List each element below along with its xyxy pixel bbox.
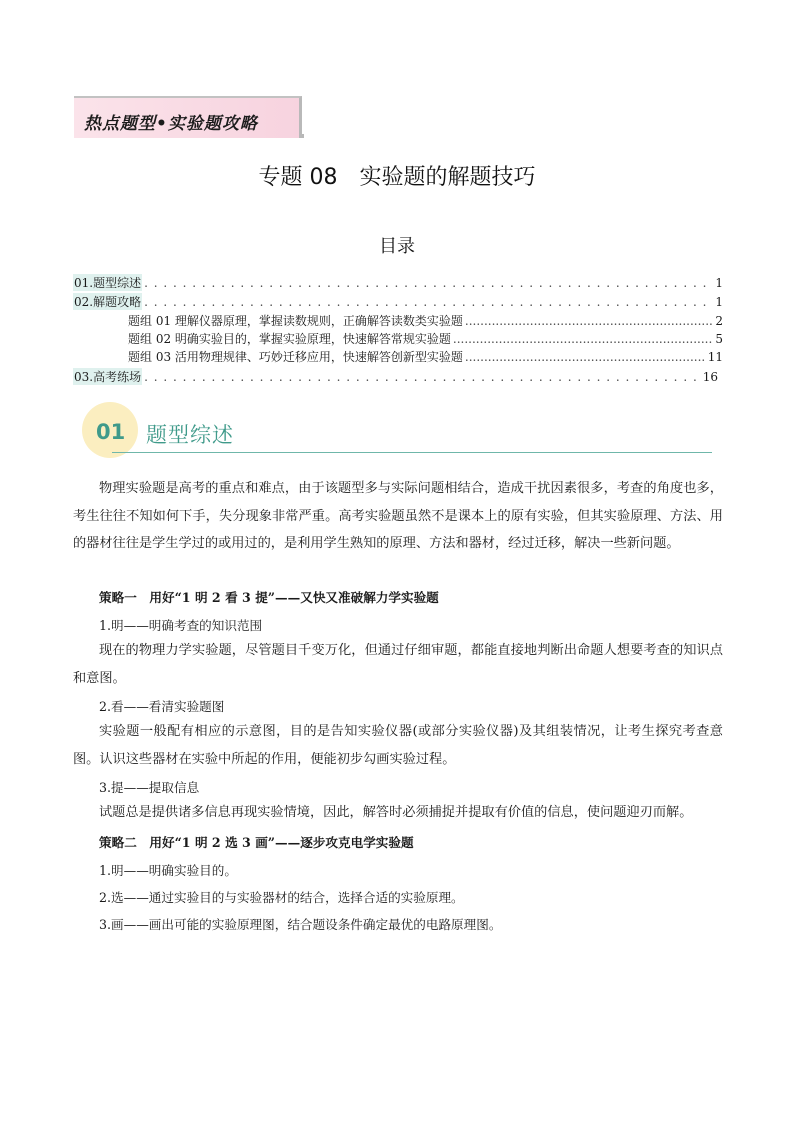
- toc-item-page: 5: [715, 332, 723, 346]
- toc-item-page: 1: [715, 295, 723, 309]
- strategy-two-item-3: 3.画——画出可能的实验原理图，结合题设条件确定最优的电路原理图。: [99, 917, 502, 932]
- toc-item[interactable]: [128, 330, 723, 348]
- strategy-two-item-2: 2.选——通过实验目的与实验器材的结合，选择合适的实验原理。: [99, 890, 464, 905]
- page-title: [0, 160, 794, 191]
- toc-leader: [144, 276, 713, 290]
- intro-paragraph: 物理实验题是高考的重点和难点，由于该题型多与实际问题相结合，造成干扰因素很多，考查的角度也多，考生往往不知如何下手，失分现象非常严重。高考实验题虽然不是课本上的原有实验，但其实验原理、方法、用的器材往往是学生学过的或用过的，是利用学生熟知的原理、方法和器材，经过迁移，解决一些新问题。: [73, 481, 723, 551]
- strategy-two-heading: 策略二 用好“1 明 2 选 3 画”——逐步攻克电学实验题: [99, 835, 414, 850]
- toc-item-label: 02.解题攻略: [74, 295, 142, 309]
- section-heading: [78, 402, 718, 460]
- toc-item[interactable]: [128, 348, 723, 366]
- toc-item-page: 1: [715, 276, 723, 290]
- tag-text: 热点题型•实验题攻略: [84, 114, 258, 134]
- toc-leader: [453, 332, 713, 346]
- toc-item-label: 03.高考练场: [74, 370, 142, 384]
- toc-item-page: 11: [707, 350, 723, 364]
- section-number: 01: [96, 420, 126, 444]
- strategy-one-heading: 策略一 用好“1 明 2 看 3 提”——又快又准破解力学实验题: [99, 590, 439, 605]
- toc-item[interactable]: [73, 274, 723, 292]
- toc-leader: [465, 350, 706, 364]
- title-text: 实验题的解题技巧: [359, 165, 536, 190]
- toc-item[interactable]: [73, 293, 723, 311]
- toc-item[interactable]: [128, 312, 723, 330]
- strategy-one-item-3-text: 试题总是提供诸多信息再现实验情境，因此，解答时必须捕捉并提取有价值的信息，使问题迎刃而解。: [99, 805, 693, 820]
- strategy-one-item-2: 2.看——看清实验题图: [99, 699, 225, 714]
- strategy-one-item-1: 1.明——明确考查的知识范围: [99, 618, 263, 633]
- toc-heading: 目录: [379, 236, 415, 257]
- toc-leader: [144, 370, 701, 384]
- toc-item-page: 2: [715, 314, 723, 328]
- strategy-two-item-1: 1.明——明确实验目的。: [99, 863, 237, 878]
- toc-leader: [465, 314, 713, 328]
- toc-item-label: 题组 02 明确实验目的，掌握实验原理，快速解答常规实验题: [128, 332, 451, 346]
- toc-item[interactable]: [73, 368, 718, 386]
- strategy-one-item-1-text: 现在的物理力学实验题，尽管题目千变万化，但通过仔细审题，都能直接地判断出命题人想要考查的知识点和意图。: [73, 643, 723, 686]
- section-title: 题型综述: [146, 423, 234, 447]
- title-number: 专题 08: [258, 165, 338, 190]
- strategy-one-item-3: 3.提——提取信息: [99, 780, 200, 795]
- toc-leader: [144, 295, 713, 309]
- strategy-one-item-2-text: 实验题一般配有相应的示意图，目的是告知实验仪器(或部分实验仪器)及其组装情况，让考生探究考查意图。认识这些器材在实验中所起的作用，便能初步勾画实验过程。: [73, 724, 723, 767]
- section-underline: [112, 452, 712, 453]
- toc-item-page: 16: [702, 370, 718, 384]
- toc-item-label: 01.题型综述: [74, 276, 142, 290]
- toc-item-label: 题组 03 活用物理规律、巧妙迁移应用，快速解答创新型实验题: [128, 350, 463, 364]
- toc-item-label: 题组 01 理解仪器原理，掌握读数规则，正确解答读数类实验题: [128, 314, 463, 328]
- topic-tag: [74, 96, 302, 138]
